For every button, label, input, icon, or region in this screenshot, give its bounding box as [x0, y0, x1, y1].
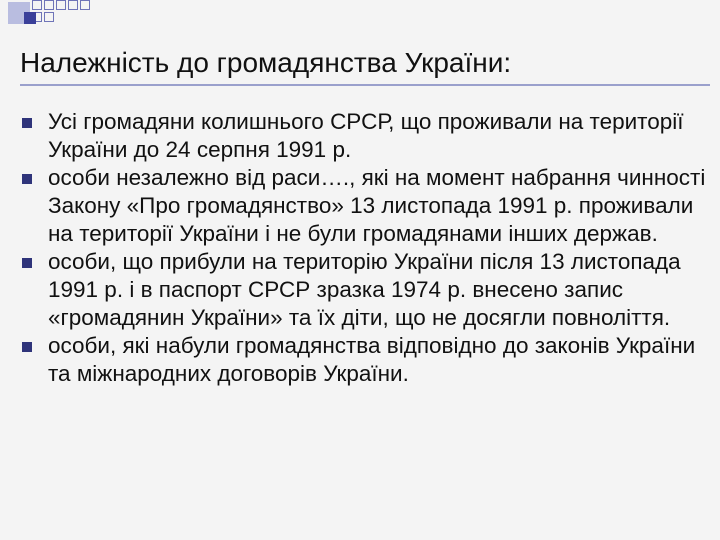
list-item — [18, 164, 713, 248]
decor-square-outline — [68, 0, 78, 10]
decor-square-outline — [32, 0, 42, 10]
square-bullet-icon — [22, 174, 32, 184]
list-item-text: Усі громадяни колишнього СРСР, що проживали на території України до 24 серпня 1991 р. — [48, 109, 684, 162]
list-item-text: особи, які набули громадянства відповідно до законів України та міжнародних договорів України. — [48, 333, 696, 386]
decor-square-outline — [44, 0, 54, 10]
list-item — [18, 248, 713, 332]
list-item-text: особи незалежно від раси…., які на момент набрання чинності Закону «Про громадянство» 13 листопада 1991 р. проживали на території України і не були громадянами інших держав. — [48, 165, 706, 246]
square-bullet-icon — [22, 342, 32, 352]
decor-square-outline — [56, 0, 66, 10]
decor-square-filled — [24, 12, 36, 24]
slide-title: Належність до громадянства України: — [20, 47, 512, 78]
decor-square-outline — [44, 12, 54, 22]
decor-square-outline — [80, 0, 90, 10]
list-item — [18, 108, 713, 164]
bullet-list — [18, 108, 713, 388]
decorative-squares — [0, 0, 720, 40]
square-bullet-icon — [22, 118, 32, 128]
list-item — [18, 332, 713, 388]
square-bullet-icon — [22, 258, 32, 268]
list-item-text: особи, що прибули на територію України після 13 листопада 1991 р. і в паспорт СРСР зразка 1974 р. внесено запис «громадянин України» та їх діти, що не досягли повноліття. — [48, 249, 681, 330]
title-underline — [20, 84, 710, 86]
